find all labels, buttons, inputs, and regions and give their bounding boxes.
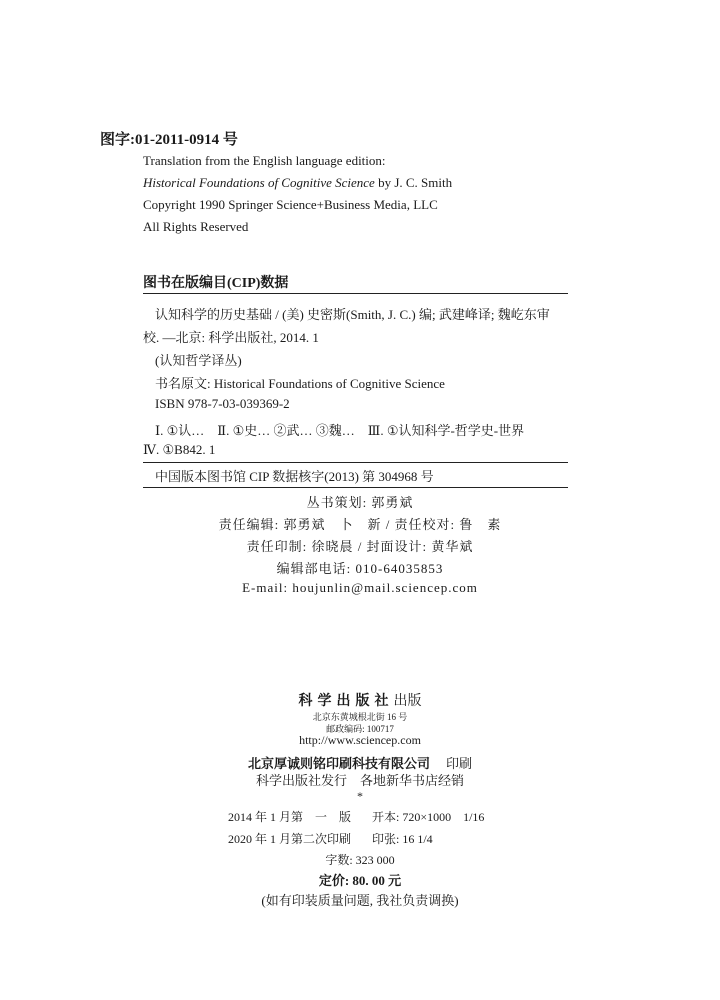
word-count: 字数: 323 000 — [325, 853, 395, 867]
sheet-count: 印张: 16 1/4 — [372, 832, 433, 846]
publisher-logo-name: 科学出版社 — [298, 694, 394, 709]
cip-line: 校. —北京: 科学出版社, 2014. 1 — [143, 330, 319, 345]
translation-line — [143, 194, 438, 215]
cip-number: 中国版本图书馆 CIP 数据核字(2013) 第 304968 号 — [155, 469, 434, 484]
cip-heading: 图书在版编目(CIP)数据 — [143, 276, 289, 291]
publisher-name-line — [0, 690, 720, 710]
publisher-address: 北京东黄城根北街 16 号 — [312, 712, 408, 722]
publish-suffix: 出版 — [393, 694, 422, 709]
cip-line: 认知科学的历史基础 / (美) 史密斯(Smith, J. C.) 编; 武建峰译; 魏屹东审 — [155, 307, 550, 322]
cip-line: ISBN 978-7-03-039369-2 — [155, 396, 290, 411]
cip-divider — [143, 462, 568, 463]
translation-line — [143, 172, 452, 193]
editorial-phone: 编辑部电话: 010-64035853 — [276, 561, 444, 576]
price: 定价: 80. 00 元 — [318, 873, 402, 888]
publisher-postcode: 邮政编码: 100717 — [326, 724, 394, 734]
book-title-original: Historical Foundations of Cognitive Science — [143, 175, 375, 190]
cip-line: (认知哲学译丛) — [155, 353, 242, 368]
printer-name: 北京厚诚则铭印刷科技有限公司 — [247, 756, 430, 771]
separator-star: * — [357, 789, 363, 803]
series-planner: 丛书策划: 郭勇斌 — [306, 495, 414, 510]
cip-data-block — [143, 293, 568, 488]
cip-line: 书名原文: Historical Foundations of Cognitive Science — [155, 376, 445, 391]
translation-text: All Rights Reserved — [143, 219, 249, 234]
editorial-email: E-mail: houjunlin@mail.sciencep.com — [242, 580, 478, 595]
print-cover-design: 责任印制: 徐晓晨 / 封面设计: 黄华斌 — [246, 539, 474, 554]
translation-text: Translation from the English language edition: — [143, 153, 386, 168]
printer-suffix: 印刷 — [446, 756, 473, 771]
cip-line: Ⅳ. ①B842. 1 — [143, 442, 216, 457]
translation-text: Copyright 1990 Springer Science+Business Media, LLC — [143, 197, 438, 212]
quality-notice: (如有印装质量问题, 我社负责调换) — [261, 893, 459, 908]
responsible-editors: 责任编辑: 郭勇斌 卜 新 / 责任校对: 鲁 素 — [218, 517, 502, 532]
printing-date: 2020 年 1 月第二次印刷 — [228, 832, 352, 846]
translation-line — [143, 150, 386, 171]
publisher-url: http://www.sciencep.com — [299, 733, 421, 747]
distribution-line: 科学出版社发行 各地新华书店经销 — [255, 773, 464, 788]
format-size: 开本: 720×1000 1/16 — [372, 810, 485, 824]
translation-line — [143, 216, 248, 237]
edition-date: 2014 年 1 月第 一 版 — [228, 810, 352, 824]
translation-text: by J. C. Smith — [374, 175, 453, 190]
cip-line: Ⅰ. ①认… Ⅱ. ①史… ②武… ③魏… Ⅲ. ①认知科学-哲学史-世界 — [155, 423, 525, 438]
copyright-registration-number: 图字:01-2011-0914 号 — [100, 132, 238, 148]
